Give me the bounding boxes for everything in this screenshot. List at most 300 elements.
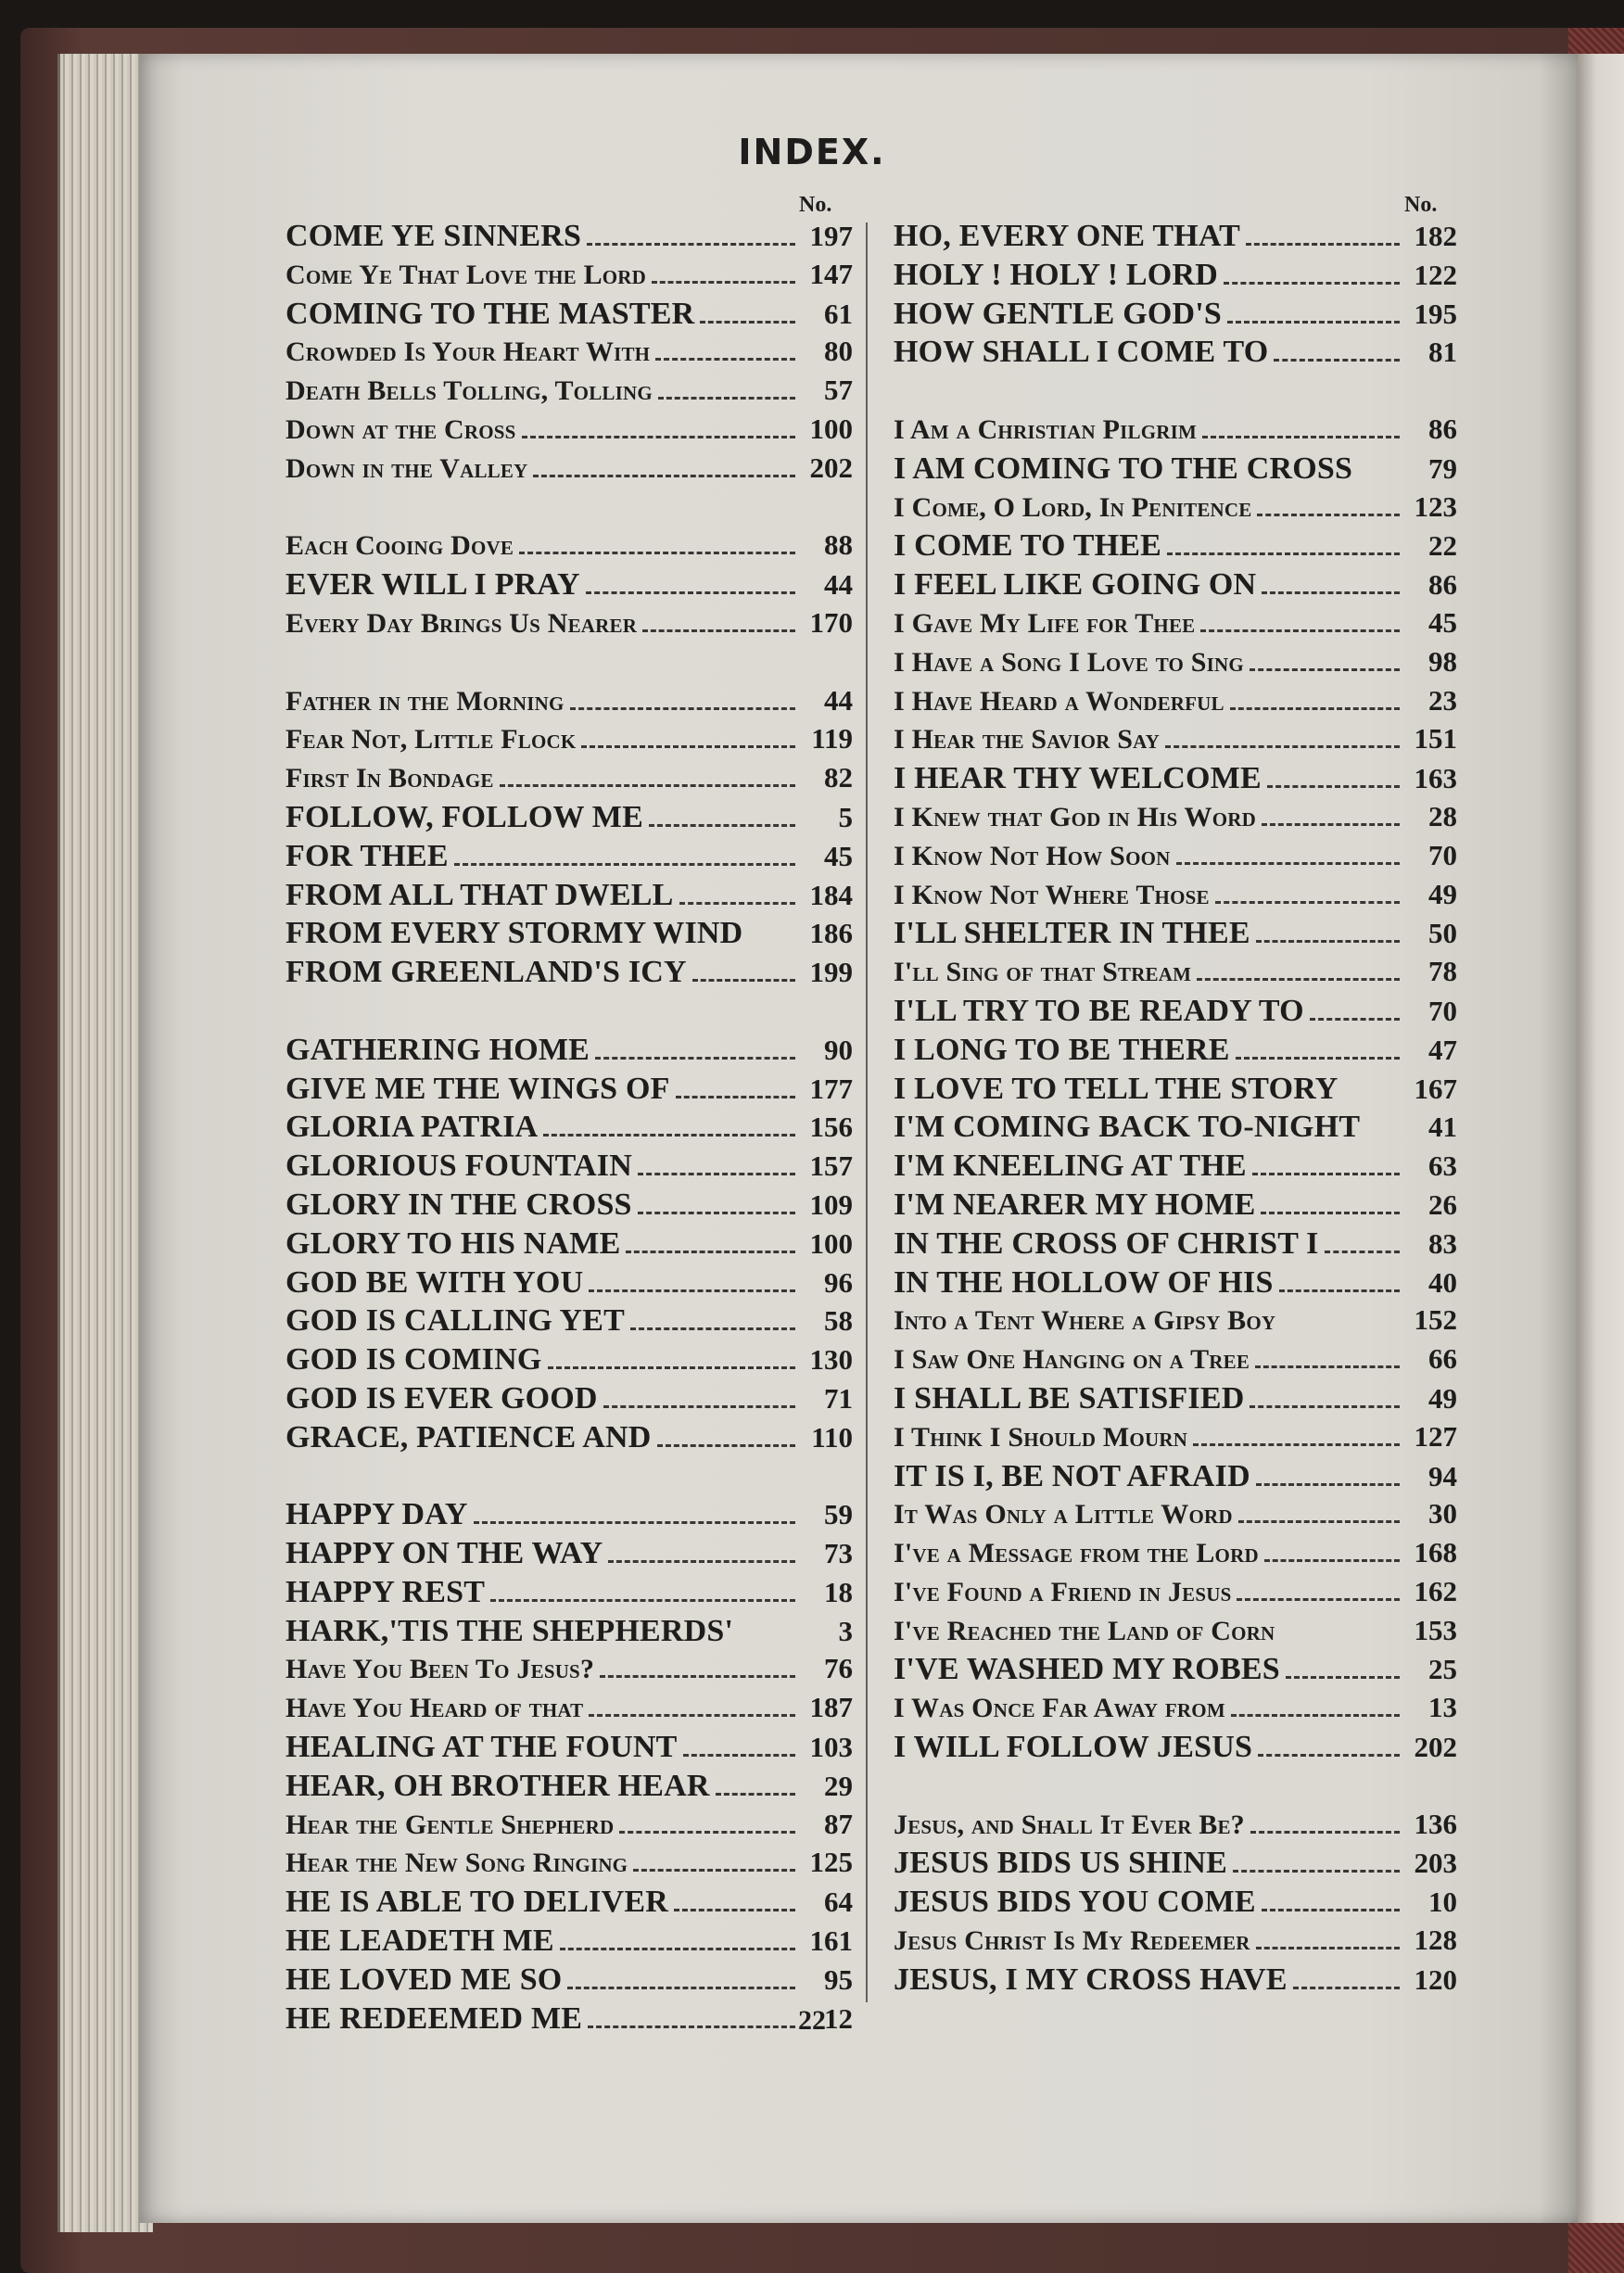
hymn-title: Come Ye That Love the Lord [285,259,647,290]
page-number: 22 [798,2005,826,2036]
hymn-number: 18 [824,1575,853,1608]
hymn-title: JESUS BIDS US SHINE [894,1846,1228,1881]
dot-leader [587,243,795,246]
index-entry [285,1885,853,1924]
index-entry [285,1808,853,1847]
hymn-number: 70 [1428,994,1457,1027]
hymn-number: 167 [1414,1072,1457,1105]
index-entry [285,1730,853,1769]
hymn-title: Fear Not, Little Flock [285,724,577,756]
hymn-title: HEAR, OH BROTHER HEAR [285,1768,710,1803]
hymn-title: I Knew that God in His Word [894,801,1257,832]
index-entry [285,374,853,413]
index-entry [894,839,1457,878]
hymn-number: 109 [809,1187,853,1221]
dot-leader [638,1212,795,1214]
hymn-number: 30 [1428,1497,1457,1530]
index-entry [894,684,1457,723]
dot-leader [1258,1754,1400,1757]
section-gap [285,490,853,529]
index-column-left [285,219,853,2039]
index-entry [285,1072,853,1111]
hymn-title: IT IS I, BE NOT AFRAID [894,1458,1250,1493]
dot-leader [1250,668,1400,671]
index-entry [894,722,1457,761]
hymn-number: 13 [1428,1691,1457,1724]
index-entry [285,1342,853,1381]
hymn-number: 28 [1428,799,1457,832]
dot-leader [1224,282,1400,285]
dot-leader [626,1251,795,1253]
dot-leader [1286,1676,1400,1679]
hymn-number: 163 [1414,762,1457,795]
dot-leader [657,1444,795,1447]
hymn-number: 22 [1428,529,1457,563]
hymn-number: 151 [1414,722,1457,756]
dot-leader [700,321,795,324]
index-entry [894,1459,1457,1498]
section-gap [894,374,1457,413]
hymn-title: I Know Not Where Those [894,879,1210,910]
hymn-title: GLORIOUS FOUNTAIN [285,1149,632,1184]
index-entry [894,878,1457,917]
index-entry [285,219,853,258]
dot-leader [1262,1909,1400,1911]
index-entry [894,916,1457,955]
dot-leader [603,1405,795,1408]
hymn-number: 80 [824,335,853,368]
hymn-number: 49 [1428,877,1457,910]
index-entry [285,1187,853,1226]
index-entry [285,1226,853,1265]
index-entry [894,1962,1457,2001]
hymn-title: IN THE CROSS OF CHRIST I [894,1225,1319,1261]
hymn-number: 125 [809,1846,853,1879]
index-entry [285,1033,853,1072]
hymn-number: 202 [809,451,853,484]
hymn-number: 156 [809,1111,853,1144]
dot-leader [500,784,795,787]
hymn-number: 59 [824,1498,853,1531]
hymn-title: I've Found a Friend in Jesus [894,1576,1232,1607]
dot-leader [1250,1405,1400,1408]
hymn-title: Have You Been To Jesus? [285,1654,595,1685]
dot-leader [1200,629,1400,632]
hymn-title: HAPPY DAY [285,1497,468,1532]
hymn-number: 88 [824,528,853,562]
hymn-title: I'LL SHELTER IN THEE [894,916,1250,951]
hymn-number: 12 [824,2001,853,2035]
hymn-number: 40 [1428,1265,1457,1299]
hymn-number: 128 [1414,1924,1457,1957]
index-entry [285,761,853,800]
index-entry [894,567,1457,606]
dot-leader [454,863,795,866]
index-entry [894,1536,1457,1575]
hymn-title: Have You Heard of that [285,1693,584,1724]
index-entry [285,567,853,606]
index-entry [894,528,1457,567]
number-column-label-left: No. [799,193,832,217]
hymn-number: 182 [1414,220,1457,252]
hymn-number: 57 [824,374,853,407]
hymn-title: I Come, O Lord, In Penitence [894,491,1252,523]
dot-leader [1293,1987,1400,1989]
index-entry [285,1265,853,1304]
hymn-title: I SHALL BE SATISFIED [894,1380,1245,1416]
dot-leader [1238,1520,1400,1523]
index-entry [285,1769,853,1808]
dot-leader [548,1366,795,1369]
hymn-number: 186 [809,917,853,950]
dot-leader [1246,243,1400,246]
hymn-number: 70 [1428,838,1457,871]
dot-leader [716,1793,795,1796]
hymn-title: GLORY TO HIS NAME [285,1225,621,1261]
hymn-number: 100 [809,412,853,445]
hymn-number: 61 [824,297,853,330]
hymn-number: 136 [1414,1807,1457,1840]
hymn-title: HE LOVED ME SO [285,1962,563,1997]
hymn-number: 26 [1428,1187,1457,1221]
number-column-label-right: No. [1404,193,1438,217]
dot-leader [1230,707,1400,710]
hymn-title: Each Cooing Dove [285,530,514,562]
index-entry [285,606,853,645]
hymn-title: GOD IS COMING [285,1342,542,1378]
hymn-title: COMING TO THE MASTER [285,296,695,331]
index-entry [894,1730,1457,1769]
hymn-title: EVER WILL I PRAY [285,567,580,603]
hymn-number: 78 [1428,955,1457,988]
index-entry [894,1846,1457,1885]
hymn-number: 79 [1428,451,1457,485]
hymn-title: Father in the Morning [285,685,565,717]
column-divider [866,222,868,2002]
index-entry [894,1303,1457,1342]
index-entry [285,258,853,297]
hymn-number: 66 [1428,1342,1457,1376]
hymn-number: 25 [1428,1653,1457,1686]
hymn-title: JESUS, I MY CROSS HAVE [894,1962,1288,1997]
hymn-title: I Am a Christian Pilgrim [894,413,1197,445]
hymn-title: I LONG TO BE THERE [894,1032,1230,1067]
hymn-title: GLORIA PATRIA [285,1110,539,1145]
hymn-number: 73 [824,1537,853,1570]
hymn-number: 122 [1414,258,1457,291]
hymn-title: Into a Tent Where a Gipsy Boy [894,1305,1276,1337]
dot-leader [649,824,795,827]
index-entry [894,413,1457,451]
index-entry [894,1187,1457,1226]
dot-leader [1193,1443,1400,1446]
hymn-title: I'M NEARER MY HOME [894,1187,1256,1222]
dot-leader [1262,823,1400,826]
hymn-number: 44 [824,683,853,717]
dot-leader [1279,1289,1400,1292]
index-entry [285,451,853,490]
hymn-title: I Have a Song I Love to Sing [894,646,1244,678]
index-entry [894,1497,1457,1536]
hymn-title: JESUS BIDS YOU COME [894,1885,1256,1920]
index-entry [285,528,853,567]
index-entry [285,1149,853,1187]
facing-page-edge [1578,54,1624,2223]
index-entry [894,761,1457,800]
index-entry [285,878,853,917]
index-entry [285,1846,853,1885]
dot-leader [589,1714,795,1717]
dot-leader [560,1948,795,1950]
hymn-title: I Hear the Savior Say [894,724,1160,756]
hymn-number: 98 [1428,644,1457,678]
hymn-number: 86 [1428,412,1457,445]
dot-leader [1257,514,1400,516]
hymn-number: 81 [1428,336,1457,369]
hymn-title: I'M COMING BACK TO-NIGHT [894,1110,1361,1145]
dot-leader [490,1599,795,1602]
hymn-title: HARK,'TIS THE SHEPHERDS' [285,1613,734,1648]
hymn-number: 5 [838,800,853,833]
hymn-title: I Have Heard a Wonderful [894,685,1224,717]
index-entry [894,1226,1457,1265]
hymn-title: Jesus Christ Is My Redeemer [894,1925,1250,1957]
dot-leader [1255,1365,1400,1368]
dot-leader [638,1173,795,1175]
index-entry [894,955,1457,994]
hymn-title: HE REDEEMED ME [285,2000,583,2036]
hymn-number: 153 [1414,1613,1457,1646]
dot-leader [1262,591,1400,594]
index-entry [894,258,1457,297]
hymn-number: 152 [1414,1303,1457,1337]
index-entry [894,490,1457,529]
hymn-number: 10 [1428,1886,1457,1919]
hymn-number: 41 [1428,1111,1457,1144]
hymn-number: 44 [824,568,853,602]
hymn-title: HEALING AT THE FOUNT [285,1730,678,1765]
index-entry [894,1885,1457,1924]
hymn-number: 127 [1414,1419,1457,1453]
index-entry [894,645,1457,684]
index-entry [894,1265,1457,1304]
hymn-number: 199 [809,956,853,989]
hymn-number: 123 [1414,489,1457,523]
index-entry [894,800,1457,839]
hymn-title: Death Bells Tolling, Tolling [285,375,653,407]
hymn-number: 83 [1428,1226,1457,1260]
gutter-shadow [1539,54,1578,2223]
hymn-title: I'LL TRY TO BE READY TO [894,993,1304,1028]
dot-leader [692,979,795,982]
hymn-title: HAPPY ON THE WAY [285,1536,603,1571]
dot-leader [1236,1057,1400,1060]
dot-leader [589,1289,795,1292]
hymn-number: 45 [824,839,853,872]
dot-leader [1202,436,1400,438]
hymn-number: 147 [809,257,853,290]
index-entry [285,684,853,723]
dot-leader [570,707,796,710]
hymn-title: Every Day Brings Us Nearer [285,607,638,639]
index-entry [894,1033,1457,1072]
hymn-number: 195 [1414,297,1457,330]
hymn-title: It Was Only a Little Word [894,1499,1233,1530]
hymn-number: 177 [809,1072,853,1105]
dot-leader [1237,1598,1400,1601]
hymn-title: HAPPY REST [285,1574,486,1609]
dot-leader [567,1987,795,1989]
index-entry [285,1420,853,1459]
index-entry [894,1149,1457,1187]
dot-leader [1165,745,1400,748]
dot-leader [519,552,795,554]
hymn-number: 184 [809,878,853,911]
hymn-title: FOLLOW, FOLLOW ME [285,799,643,834]
index-entry [894,335,1457,374]
section-gap [285,1459,853,1498]
dot-leader [1250,1831,1400,1834]
hymn-title: FROM EVERY STORMY WIND [285,916,743,951]
hymn-title: FOR THEE [285,838,449,873]
hymn-title: I Think I Should Mourn [894,1421,1188,1453]
index-entry [285,722,853,761]
hymn-title: I LOVE TO TELL THE STORY [894,1071,1339,1106]
hymn-title: Hear the New Song Ringing [285,1848,628,1879]
index-entry [285,1924,853,1962]
dot-leader [1197,978,1400,981]
hymn-title: HE IS ABLE TO DELIVER [285,1885,668,1920]
hymn-title: I HEAR THY WELCOME [894,761,1262,796]
hymn-number: 50 [1428,917,1457,950]
hymn-title: GATHERING HOME [285,1032,590,1067]
hymn-title: I AM COMING TO THE CROSS [894,451,1353,486]
index-entry [894,219,1457,258]
hymn-title: GLORY IN THE CROSS [285,1187,632,1222]
hymn-number: 94 [1428,1459,1457,1492]
hymn-title: I COME TO THEE [894,528,1162,564]
index-entry [894,1420,1457,1459]
index-entry [285,297,853,336]
section-gap [285,994,853,1033]
index-entry [285,1536,853,1575]
index-entry [285,1497,853,1536]
dot-leader [1227,321,1400,324]
hymn-title: FROM GREENLAND'S ICY [285,955,687,990]
dot-leader [674,1909,795,1911]
index-column-right [894,219,1457,2001]
hymn-number: 71 [824,1381,853,1415]
index-entry [894,1924,1457,1962]
index-heading: INDEX. [738,132,886,172]
index-entry [894,606,1457,645]
index-entry [894,1691,1457,1730]
hymn-number: 63 [1428,1149,1457,1183]
index-entry [285,1381,853,1420]
hymn-title: First In Bondage [285,763,494,794]
index-entry [285,800,853,839]
hymn-number: 187 [809,1691,853,1724]
dot-leader [658,397,795,400]
hymn-title: Crowded Is Your Heart With [285,337,651,368]
index-entry [894,1614,1457,1653]
dot-leader [581,745,795,748]
hymn-title: GIVE ME THE WINGS OF [285,1071,670,1106]
dot-leader [1233,1870,1400,1873]
dot-leader [1256,940,1400,943]
index-entry [285,955,853,994]
dot-leader [1256,1483,1400,1486]
hymn-title: I WILL FOLLOW JESUS [894,1730,1253,1765]
index-entry [285,1303,853,1342]
dot-leader [679,902,795,905]
dot-leader [522,436,795,438]
hymn-number: 64 [824,1886,853,1919]
hymn-number: 120 [1414,1962,1457,1996]
hymn-title: HOW SHALL I COME TO [894,335,1269,370]
hymn-number: 29 [824,1769,853,1802]
hymn-number: 87 [824,1807,853,1840]
hymn-number: 100 [809,1226,853,1260]
hymn-title: Down in the Valley [285,452,528,484]
hymn-title: FROM ALL THAT DWELL [285,877,674,912]
hymn-title: I Saw One Hanging on a Tree [894,1344,1250,1376]
index-entry [894,1072,1457,1111]
hymn-number: 161 [809,1924,853,1958]
hymn-title: GOD BE WITH YOU [285,1264,584,1300]
dot-leader [1256,1947,1400,1949]
hymn-title: I'll Sing of that Stream [894,957,1192,988]
index-entry [894,297,1457,336]
hymn-title: HOW GENTLE GOD'S [894,296,1222,331]
hymn-number: 119 [811,722,853,756]
index-entry [285,1575,853,1614]
dot-leader [619,1831,795,1834]
hymn-number: 168 [1414,1536,1457,1569]
dot-leader [1325,1251,1400,1253]
index-entry [285,1110,853,1149]
hymn-title: I Gave My Life for Thee [894,607,1196,639]
dot-leader [676,1096,795,1098]
hymn-title: IN THE HOLLOW OF HIS [894,1264,1274,1300]
hymn-title: HO, EVERY ONE THAT [894,219,1240,253]
dot-leader [1267,785,1400,788]
index-entry [285,1652,853,1691]
index-entry [894,1652,1457,1691]
index-entry [285,916,853,955]
index-entry [894,1575,1457,1614]
hymn-number: 47 [1428,1033,1457,1066]
dot-leader [1310,1018,1400,1021]
dot-leader [595,1057,795,1060]
dot-leader [683,1754,796,1757]
dot-leader [608,1560,795,1563]
hymn-number: 203 [1414,1847,1457,1880]
hymn-number: 90 [824,1033,853,1066]
dot-leader [1274,359,1400,362]
dot-leader [1264,1559,1400,1562]
index-entry [285,1962,853,2001]
dot-leader [533,475,795,477]
hymn-number: 82 [824,761,853,794]
index-entry [894,1110,1457,1149]
index-entry [285,839,853,878]
dot-leader [1252,1173,1400,1175]
hymn-title: HE LEADETH ME [285,1924,554,1959]
index-entry [285,413,853,451]
hymn-title: I'VE WASHED MY ROBES [894,1652,1280,1687]
hymn-number: 76 [824,1652,853,1685]
